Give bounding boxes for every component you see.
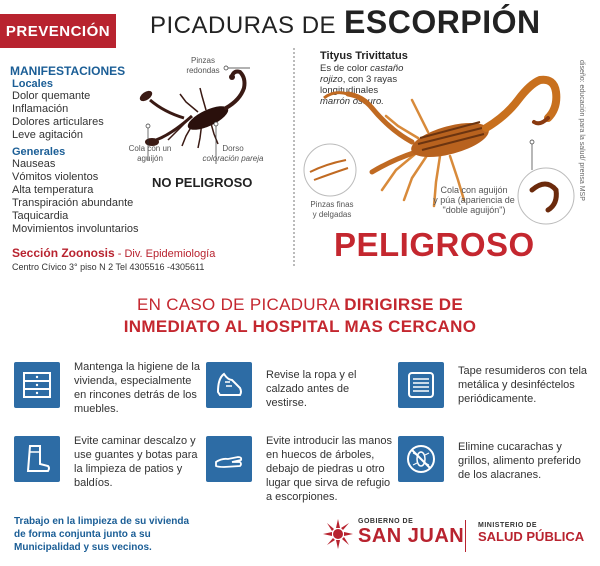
generales-block [12, 146, 139, 236]
species-description: Es de color castaño rojizo, con 3 rayas longitudinales marrón oscuro. [320, 63, 404, 107]
species-name: Tityus Trivittatus [320, 50, 408, 62]
page-title [150, 4, 541, 44]
hand-icon [206, 436, 252, 482]
list-item: Dolor quemante [12, 90, 91, 102]
caption-pinzas-finas: Pinzas finas y delgadas [310, 200, 354, 219]
peligroso-label: PELIGROSO [334, 226, 535, 263]
tip-text: Mantenga la higiene de la vivienda, especialmente en rincones detrás de los muebles. [74, 361, 200, 415]
zoonosis-label: Sección Zoonosis [12, 246, 115, 260]
section-divider [293, 48, 295, 266]
locales-list [12, 90, 104, 142]
generales-heading: Generales [12, 146, 66, 158]
list-item: Inflamación [12, 103, 69, 115]
gobierno-logo: GOBIERNO DE SAN JUAN [358, 518, 465, 547]
no-peligroso-label: NO PELIGROSO [152, 175, 253, 190]
san-juan-sun-logo-icon [322, 518, 354, 550]
tip-text: Evite caminar descalzo y use guantes y botas para la limpieza de patios y baldíos. [74, 435, 198, 489]
list-item: Movimientos involuntarios [12, 223, 139, 235]
logo-divider [465, 520, 466, 552]
boot-icon [14, 436, 60, 482]
list-item: Nauseas [12, 158, 56, 170]
list-item: Vómitos violentos [12, 171, 99, 183]
tip-text: Elimine cucarachas y grillos, alimento preferido de los alacranes. [458, 441, 581, 481]
emergency-headline: EN CASO DE PICADURA DIRIGIRSE DE INMEDIATO AL HOSPITAL MAS CERCANO [123, 295, 477, 336]
title-bold: ESCORPIÓN [344, 4, 541, 40]
tip-text: Evite introducir las manos en huecos de árboles, debajo de piedras u otro lugar que sirva de refugio a escorpiones. [266, 435, 392, 503]
tip-text: Revise la ropa y el calzado antes de vestirse. [266, 369, 357, 409]
caption-dorso: Dorso coloración pareja [202, 144, 264, 163]
locales-heading: Locales [12, 78, 53, 90]
shoe-icon [206, 362, 252, 408]
caption-pinzas-redondas: Pinzas redondas [186, 56, 220, 75]
list-item: Transpiración abundante [12, 197, 134, 209]
tip-text: Tape resumideros con tela metálica y desinféctelos periódicamente. [458, 365, 588, 405]
design-credit: diseño: educación para la salud/ prensa MSP [578, 60, 585, 201]
drain-grate-icon [398, 362, 444, 408]
community-message: Trabajo en la limpieza de su vivienda de forma conjunta junto a su Municipalidad y sus vecinos. [14, 516, 190, 553]
manifestaciones-heading: MANIFESTACIONES [10, 64, 126, 78]
zoonosis-section [12, 246, 215, 260]
ministerio-logo: MINISTERIO DE SALUD PÚBLICA [478, 522, 585, 544]
list-item: Leve agitación [12, 129, 83, 141]
generales-list [12, 158, 139, 236]
caption-cola-doble-aguijon: Cola con aguijón y púa (apariencia de "doble aguijón") [433, 185, 515, 215]
address: Centro Cívico 3° piso N 2 Tel 4305516 -4305611 [12, 262, 205, 272]
list-item: Alta temperatura [12, 184, 94, 196]
division-label: - Div. Epidemiología [114, 248, 216, 260]
section-tag: PREVENCIÓN [0, 14, 116, 48]
list-item: Dolores articulares [12, 116, 104, 128]
list-item: Taquicardia [12, 210, 69, 222]
no-insects-icon [398, 436, 444, 482]
title-light: PICADURAS DE [150, 12, 337, 39]
caption-cola-aguijon: Cola con un aguijón [128, 144, 172, 163]
dresser-icon [14, 362, 60, 408]
locales-block [12, 78, 104, 142]
